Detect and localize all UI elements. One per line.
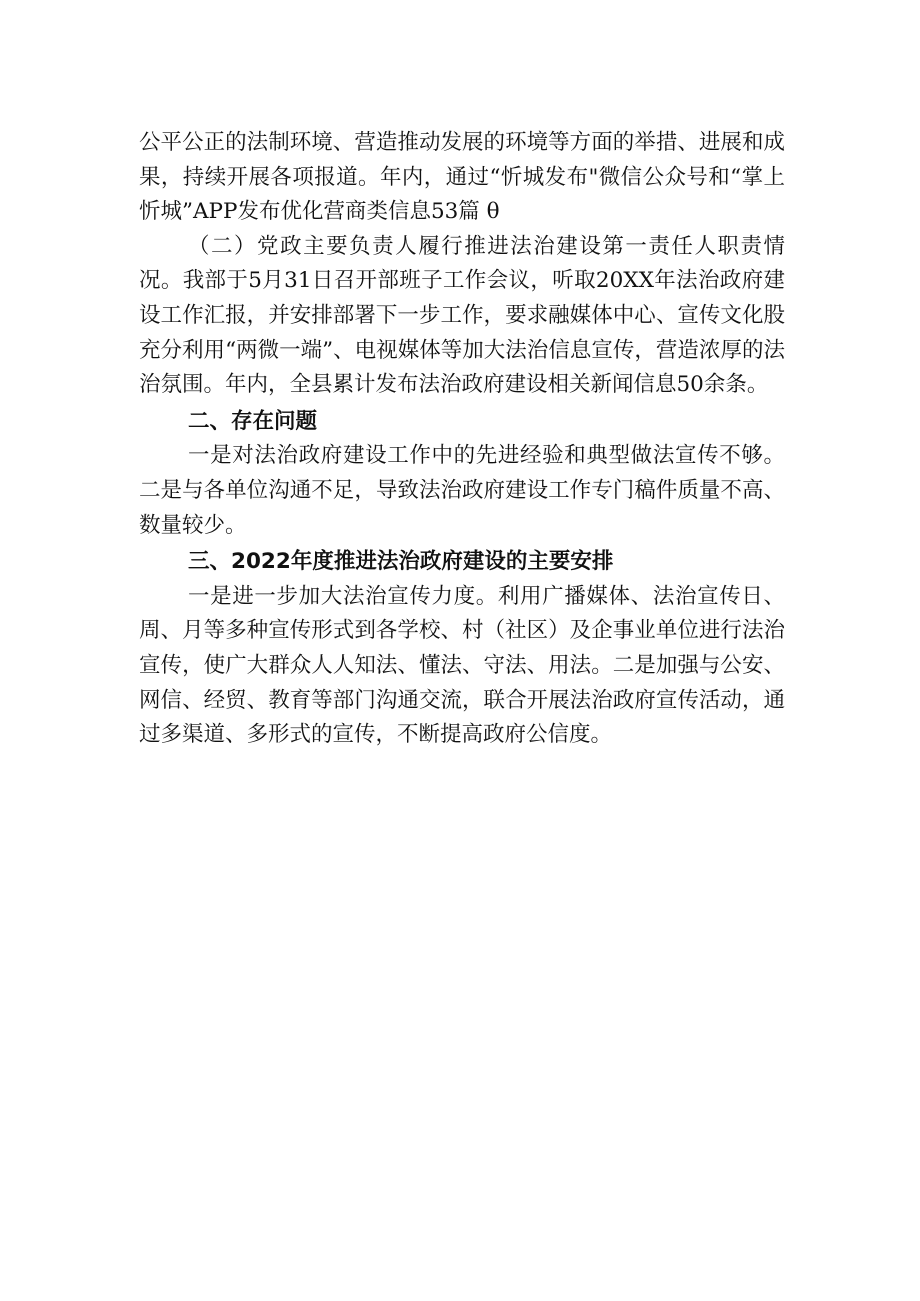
- section-heading-2022-plans: 三、2022年度推进法治政府建设的主要安排: [188, 549, 614, 575]
- paragraph-publicity-results: 公平公正的法制环境、营造推动发展的环境等方面的举措、进展和成果，持续开展各项报道。年内，通过“忻城发布"微信公众号和“掌上忻城”APP发布优化营商类信息53篇 θ: [139, 130, 785, 225]
- section-heading-problems: 二、存在问题: [188, 408, 318, 434]
- paragraph-problems: 一是对法治政府建设工作中的先进经验和典型做法宣传不够。二是与各单位沟通不足，导致法治政府建设工作专门稿件质量不高、数量较少。: [139, 443, 785, 538]
- paragraph-leader-responsibility: （二）党政主要负责人履行推进法治建设第一责任人职责情况。我部于5月31日召开部班子工作会议，听取20XX年法治政府建设工作汇报，并安排部署下一步工作，要求融媒体中心、宣传文化股充分利用“两微一端”、电视媒体等加大法治信息宣传，营造浓厚的法治氛围。年内，全县累计发布法治政府建设相关新闻信息50余条。: [139, 233, 785, 398]
- document-body: [139, 126, 785, 753]
- paragraph-2022-plans: 一是进一步加大法治宣传力度。利用广播媒体、法治宣传日、周、月等多种宣传形式到各学校、村（社区）及企事业单位进行法治宣传，使广大群众人人知法、懂法、守法、用法。二是加强与公安、网信、经贸、教育等部门沟通交流，联合开展法治政府宣传活动，通过多渠道、多形式的宣传，不断提高政府公信度。: [139, 583, 785, 748]
